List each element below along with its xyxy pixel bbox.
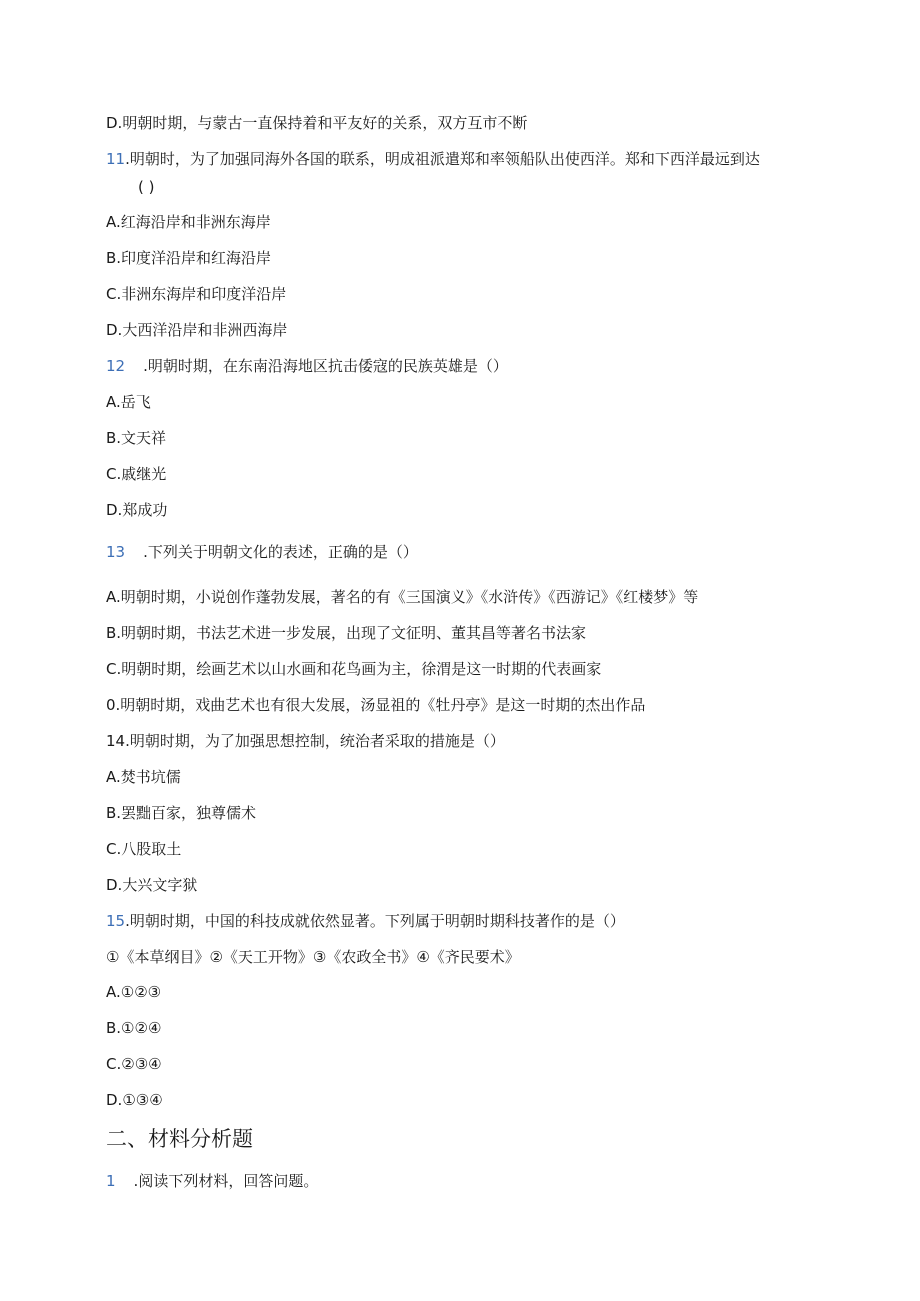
line-text: C.明朝时期，绘画艺术以山水画和花鸟画为主，徐渭是这一时期的代表画家 bbox=[106, 660, 602, 678]
line-text: .明朝时，为了加强同海外各国的联系，明成祖派遣郑和率领船队出使西洋。郑和下西洋最远到达 bbox=[125, 150, 760, 168]
text-line bbox=[106, 1018, 161, 1038]
text-line bbox=[106, 392, 151, 412]
line-text: ①《本草纲目》②《天工开物》③《农政全书》④《齐民要术》 bbox=[106, 948, 520, 966]
text-line bbox=[106, 659, 601, 679]
line-text: B.明朝时期，书法艺术进一步发展，出现了文征明、董其昌等著名书法家 bbox=[106, 624, 587, 642]
line-text: ( ) bbox=[138, 178, 155, 196]
text-line bbox=[106, 623, 586, 643]
text-line bbox=[106, 1171, 318, 1191]
text-line bbox=[106, 542, 418, 562]
text-line bbox=[106, 212, 271, 232]
line-text: C.非洲东海岸和印度洋沿岸 bbox=[106, 285, 287, 303]
text-line bbox=[106, 149, 760, 169]
text-line bbox=[106, 875, 197, 895]
text-line bbox=[106, 284, 286, 304]
question-number: 13 bbox=[106, 543, 126, 561]
line-text: A.①②③ bbox=[106, 983, 162, 1001]
text-line bbox=[106, 356, 508, 376]
line-text: .阅读下列材料，回答问题。 bbox=[133, 1172, 319, 1190]
line-text: .明朝时期，在东南沿海地区抗击倭寇的民族英雄是（） bbox=[143, 357, 508, 375]
line-text: .明朝时期，中国的科技成就依然显著。下列属于明朝时期科技著作的是（） bbox=[125, 912, 625, 930]
question-number: 12 bbox=[106, 357, 126, 375]
text-line bbox=[106, 803, 256, 823]
line-text: B.罢黜百家，独尊儒术 bbox=[106, 804, 257, 822]
section-heading: 二、材料分析题 bbox=[106, 1127, 253, 1151]
line-text: 14.明朝时期，为了加强思想控制，统治者采取的措施是（） bbox=[106, 732, 505, 750]
text-line bbox=[106, 587, 698, 607]
text-line bbox=[106, 1054, 162, 1074]
line-text: C.戚继光 bbox=[106, 465, 167, 483]
line-text: B.①②④ bbox=[106, 1019, 162, 1037]
line-text: D.明朝时期，与蒙古一直保持着和平友好的关系，双方互市不断 bbox=[106, 114, 528, 132]
line-text: B.文天祥 bbox=[106, 429, 167, 447]
line-text: 0.明朝时期，戏曲艺术也有很大发展，汤显祖的《牡丹亭》是这一时期的杰出作品 bbox=[106, 696, 646, 714]
question-number: 15 bbox=[106, 912, 126, 930]
line-text: A.岳飞 bbox=[106, 393, 151, 411]
line-text: C.八股取土 bbox=[106, 840, 182, 858]
text-line bbox=[106, 767, 181, 787]
text-line bbox=[106, 982, 161, 1002]
line-text: .下列关于明朝文化的表述，正确的是（） bbox=[143, 543, 418, 561]
line-text: B.印度洋沿岸和红海沿岸 bbox=[106, 249, 272, 267]
question-number: 11 bbox=[106, 150, 126, 168]
text-line bbox=[106, 113, 527, 133]
text-line bbox=[106, 911, 625, 931]
text-line bbox=[138, 177, 154, 197]
line-text: D.郑成功 bbox=[106, 501, 168, 519]
line-text: D.大兴文字狱 bbox=[106, 876, 198, 894]
text-line bbox=[106, 839, 181, 859]
text-line bbox=[106, 320, 287, 340]
text-line bbox=[106, 695, 645, 715]
text-line bbox=[106, 464, 166, 484]
line-text: A.红海沿岸和非洲东海岸 bbox=[106, 213, 271, 231]
text-line bbox=[106, 947, 520, 967]
text-line bbox=[106, 248, 271, 268]
line-text: A.焚书坑儒 bbox=[106, 768, 181, 786]
question-number: 1 bbox=[106, 1172, 116, 1190]
line-text: A.明朝时期，小说创作蓬勃发展，著名的有《三国演义》《水浒传》《西游记》《红楼梦》等 bbox=[106, 588, 699, 606]
line-text: D.大西洋沿岸和非洲西海岸 bbox=[106, 321, 288, 339]
line-text: C.②③④ bbox=[106, 1055, 162, 1073]
text-line bbox=[106, 731, 505, 751]
text-line bbox=[106, 428, 166, 448]
text-line bbox=[106, 1090, 163, 1110]
text-line bbox=[106, 500, 167, 520]
line-text: D.①③④ bbox=[106, 1091, 163, 1109]
